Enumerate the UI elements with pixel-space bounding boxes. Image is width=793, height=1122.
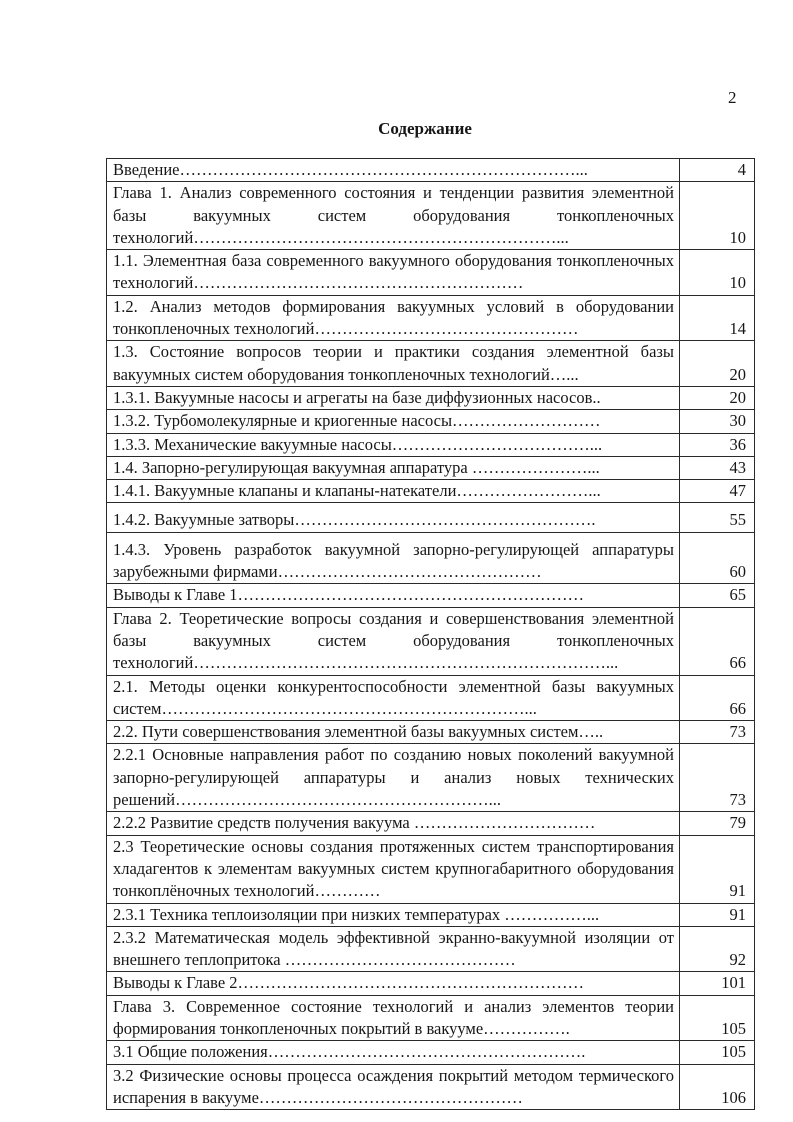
- toc-row: [107, 972, 755, 995]
- toc-row: [107, 584, 755, 607]
- toc-row: [107, 744, 755, 812]
- toc-row: [107, 835, 755, 903]
- toc-row: [107, 295, 755, 341]
- toc-entry-page: 55: [680, 503, 755, 532]
- toc-entry-text: 1.1. Элементная база современного вакуумного оборудования тонкопленочных технологий……………………………………………………: [107, 250, 680, 296]
- toc-row: [107, 480, 755, 503]
- toc-row: [107, 386, 755, 409]
- toc-entry-page: 105: [680, 1041, 755, 1064]
- toc-row: [107, 250, 755, 296]
- toc-entry-text: 2.3.1 Техника теплоизоляции при низких температурах ……………...: [107, 903, 680, 926]
- toc-entry-text: 1.4.3. Уровень разработок вакуумной запорно-регулирующей аппаратуры зарубежными фирмами…………………………………………: [107, 532, 680, 584]
- toc-entry-page: 65: [680, 584, 755, 607]
- toc-row: [107, 926, 755, 972]
- toc-entry-page: 60: [680, 532, 755, 584]
- page-title: Содержание: [378, 119, 472, 138]
- toc-entry-text: 2.2.2 Развитие средств получения вакуума ……………………………: [107, 812, 680, 835]
- toc-entry-text: 2.1. Методы оценки конкурентоспособности элементной базы вакуумных систем…………………………………………………………...: [107, 675, 680, 721]
- toc-row: [107, 341, 755, 387]
- toc-entry-text: Выводы к Главе 2………………………………………………………: [107, 972, 680, 995]
- toc-entry-page: 10: [680, 250, 755, 296]
- toc-row: [107, 675, 755, 721]
- toc-entry-text: 3.1 Общие положения………………………………………………….: [107, 1041, 680, 1064]
- toc-row: [107, 410, 755, 433]
- toc-entry-text: 1.4.1. Вакуумные клапаны и клапаны-натекатели……………………...: [107, 480, 680, 503]
- toc-entry-page: 10: [680, 182, 755, 250]
- toc-body: [107, 159, 755, 1110]
- table-of-contents: [106, 158, 755, 1110]
- toc-entry-page: 66: [680, 675, 755, 721]
- toc-entry-text: Выводы к Главе 1………………………………………………………: [107, 584, 680, 607]
- toc-row: [107, 503, 755, 532]
- toc-entry-page: 66: [680, 607, 755, 675]
- toc-entry-page: 91: [680, 835, 755, 903]
- toc-row: [107, 721, 755, 744]
- toc-entry-text: 1.4.2. Вакуумные затворы……………………………………………….: [107, 503, 680, 532]
- toc-entry-page: 73: [680, 721, 755, 744]
- toc-entry-page: 20: [680, 341, 755, 387]
- toc-entry-page: 73: [680, 744, 755, 812]
- toc-row: [107, 607, 755, 675]
- toc-entry-page: 101: [680, 972, 755, 995]
- toc-entry-page: 43: [680, 456, 755, 479]
- toc-row: [107, 995, 755, 1041]
- toc-entry-page: 20: [680, 386, 755, 409]
- toc-row: [107, 159, 755, 182]
- toc-row: [107, 812, 755, 835]
- toc-entry-page: 30: [680, 410, 755, 433]
- toc-entry-text: 1.3.1. Вакуумные насосы и агрегаты на базе диффузионных насосов..: [107, 386, 680, 409]
- toc-entry-page: 47: [680, 480, 755, 503]
- toc-row: [107, 456, 755, 479]
- toc-entry-text: Глава 2. Теоретические вопросы создания и совершенствования элементной базы вакуумных систем оборудования тонкопленочных технологий…………………………………………………………………...: [107, 607, 680, 675]
- toc-entry-text: Глава 3. Современное состояние технологий и анализ элементов теории формирования тонкопленочных покрытий в вакууме…………….: [107, 995, 680, 1041]
- toc-entry-text: 1.3.3. Механические вакуумные насосы………………………………...: [107, 433, 680, 456]
- toc-row: [107, 182, 755, 250]
- toc-entry-text: 3.2 Физические основы процесса осаждения покрытий методом термического испарения в вакууме…………………………………………: [107, 1064, 680, 1110]
- toc-entry-text: 1.3. Состояние вопросов теории и практики создания элементной базы вакуумных систем оборудования тонкопленочных технологий…...: [107, 341, 680, 387]
- toc-entry-page: 91: [680, 903, 755, 926]
- toc-row: [107, 1064, 755, 1110]
- toc-entry-page: 14: [680, 295, 755, 341]
- toc-entry-text: 2.3.2 Математическая модель эффективной экранно-вакуумной изоляции от внешнего теплопритока ……………………………………: [107, 926, 680, 972]
- toc-row: [107, 903, 755, 926]
- toc-entry-text: 2.2. Пути совершенствования элементной базы вакуумных систем…..: [107, 721, 680, 744]
- toc-entry-page: 79: [680, 812, 755, 835]
- toc-entry-text: Введение………………………………………………………………...: [107, 159, 680, 182]
- toc-entry-text: 2.2.1 Основные направления работ по созданию новых поколений вакуумной запорно-регулирующей аппаратуры и анализ новых технических решений…………………………………………………...: [107, 744, 680, 812]
- toc-row: [107, 1041, 755, 1064]
- toc-entry-text: 1.3.2. Турбомолекулярные и криогенные насосы………………………: [107, 410, 680, 433]
- toc-entry-text: Глава 1. Анализ современного состояния и тенденции развития элементной базы вакуумных систем оборудования тонкопленочных технологий…………………………………………………………...: [107, 182, 680, 250]
- toc-entry-text: 1.4. Запорно-регулирующая вакуумная аппаратура …………………...: [107, 456, 680, 479]
- toc-row: [107, 433, 755, 456]
- toc-entry-page: 4: [680, 159, 755, 182]
- toc-entry-page: 36: [680, 433, 755, 456]
- toc-entry-text: 1.2. Анализ методов формирования вакуумных условий в оборудовании тонкопленочных технологий…………………………………………: [107, 295, 680, 341]
- toc-entry-text: 2.3 Теоретические основы создания протяженных систем транспортирования хладагентов к элементам вакуумных систем крупногабаритного оборудования тонкоплёночных технологий…………: [107, 835, 680, 903]
- toc-entry-page: 105: [680, 995, 755, 1041]
- toc-entry-page: 106: [680, 1064, 755, 1110]
- page-number: 2: [728, 88, 737, 107]
- toc-entry-page: 92: [680, 926, 755, 972]
- toc-row: [107, 532, 755, 584]
